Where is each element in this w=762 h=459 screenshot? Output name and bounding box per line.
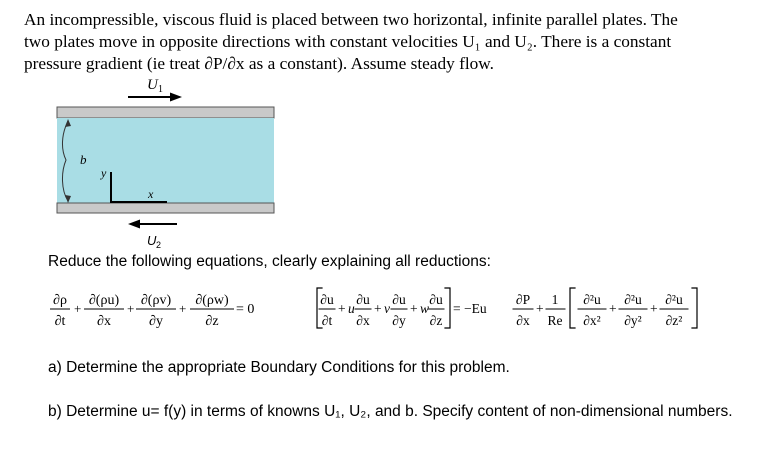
mom-d2udx2-num: ∂²u (583, 292, 601, 307)
mom-dudz-num: ∂u (429, 292, 443, 307)
mom-d2udx2-den: ∂x² (583, 313, 601, 328)
mom-d2udz2-den: ∂z² (665, 313, 683, 328)
mom-eq-eu: = −Eu (453, 301, 487, 316)
x-axis-label: x (148, 187, 154, 201)
mom-dudx-den: ∂x (356, 313, 370, 328)
y-axis-label: y (101, 166, 107, 180)
svg-text:+: + (74, 301, 82, 316)
continuity-term4-den: ∂z (205, 314, 219, 329)
question-b: b) Determine u= f(y) in terms of knowns U₁, U₂, and b. Specify content of non-dimensional numbers. (48, 403, 733, 420)
mom-dudt-num: ∂u (320, 292, 334, 307)
svg-text:+: + (338, 301, 346, 316)
gap-label: b (80, 152, 87, 167)
continuity-term3-num: ∂(ρv) (140, 293, 172, 308)
mom-dudx-num: ∂u (356, 292, 370, 307)
continuity-rhs: = 0 (236, 302, 255, 317)
mom-dudy-den: ∂y (392, 313, 406, 328)
mom-w: w (420, 301, 430, 316)
mom-d2udz2-num: ∂²u (665, 292, 683, 307)
svg-text:+: + (650, 301, 658, 316)
svg-text:+: + (127, 301, 135, 316)
top-velocity-label: U (147, 77, 158, 93)
continuity-term2-den: ∂x (97, 314, 111, 329)
mom-dP-den: ∂x (516, 313, 530, 328)
mom-dudt-den: ∂t (321, 313, 333, 328)
question-a: a) Determine the appropriate Boundary Conditions for this problem. (48, 359, 510, 376)
mom-u: u (348, 301, 355, 316)
svg-text:+: + (536, 301, 544, 316)
problem-line-2: two plates move in opposite directions with constant velocities U₁ and U₂. There is a constant (24, 32, 672, 51)
mom-dudy-num: ∂u (392, 292, 406, 307)
continuity-term2-num: ∂(ρu) (88, 293, 120, 308)
continuity-term3-den: ∂y (149, 314, 163, 329)
bottom-velocity-subscript: 2 (156, 240, 162, 250)
problem-line-1: An incompressible, viscous fluid is placed between two horizontal, infinite parallel plates. The (24, 10, 678, 29)
mom-v: v (384, 301, 390, 316)
continuity-term4-num: ∂(ρw) (195, 293, 229, 308)
mom-dudz-den: ∂z (429, 313, 443, 328)
mom-d2udy2-num: ∂²u (624, 292, 642, 307)
svg-text:+: + (179, 301, 187, 316)
mom-dP-num: ∂P (515, 292, 531, 307)
mom-d2udy2-den: ∂y² (624, 313, 642, 328)
mom-Re: Re (547, 313, 563, 328)
svg-text:+: + (374, 301, 382, 316)
continuity-term1-den: ∂t (54, 314, 66, 329)
mom-one: 1 (551, 292, 559, 307)
svg-text:+: + (609, 301, 617, 316)
continuity-term1-num: ∂ρ (53, 293, 67, 308)
svg-text:+: + (410, 301, 418, 316)
top-velocity-subscript: 1 (158, 84, 163, 95)
problem-line-3: pressure gradient (ie treat ∂P/∂x as a constant). Assume steady flow. (24, 54, 494, 73)
instructions-text: Reduce the following equations, clearly explaining all reductions: (48, 253, 491, 270)
bottom-velocity-label: U (147, 233, 157, 248)
